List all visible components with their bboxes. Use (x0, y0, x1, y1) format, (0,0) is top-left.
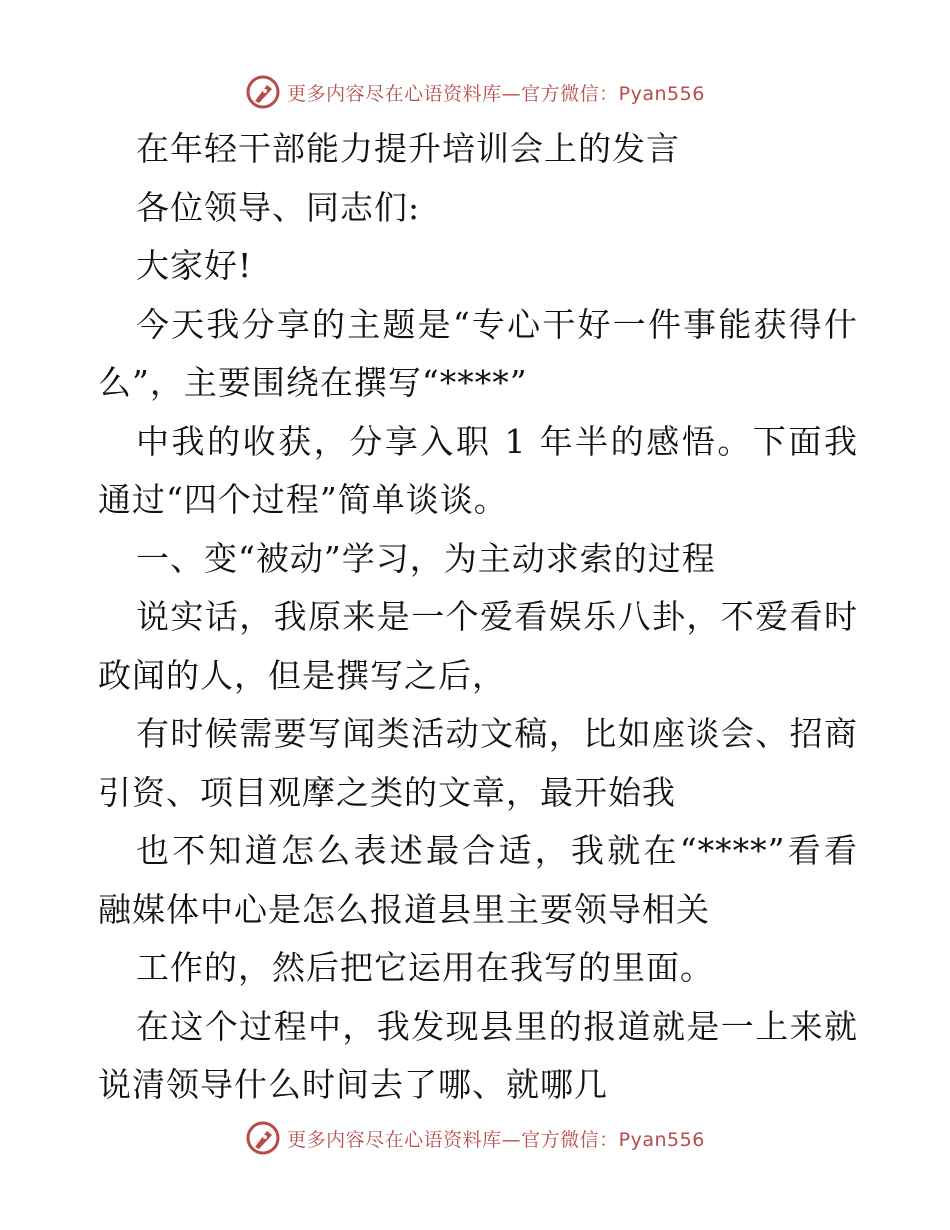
paragraph-line: 工作的，然后把它运用在我写的里面。 (136, 948, 714, 987)
footer-banner (0, 1118, 950, 1158)
paragraph-line: 中我的收获，分享入职 1 年半的感悟。下面我 (136, 421, 858, 461)
paragraph-line: 说实话，我原来是一个爱看娱乐八卦，不爱看时 (136, 597, 858, 636)
paragraph-line: 说清领导什么时间去了哪、就哪几 (98, 1065, 608, 1104)
footer-banner-text: 更多内容尽在心语资料库—官方微信：Pyan556 (287, 1128, 705, 1151)
paragraph-line: 有时候需要写闻类活动文稿，比如座谈会、招商 (136, 714, 858, 753)
header-banner-text: 更多内容尽在心语资料库—官方微信：Pyan556 (287, 82, 705, 105)
paragraph-line: 在这个过程中，我发现县里的报道就是一上来就 (136, 1006, 858, 1046)
paragraph-line: 引资、项目观摩之类的文章，最开始我 (98, 772, 676, 812)
paragraph-line: 也不知道怎么表述最合适，我就在“****”看看 (136, 831, 858, 870)
paragraph-line: 么”，主要围绕在撰写“****” (98, 363, 528, 402)
section-heading: 一、变“被动”学习，为主动求索的过程 (136, 538, 716, 578)
greeting: 大家好! (136, 246, 253, 285)
pen-nib-logo-icon (245, 1120, 281, 1156)
pen-nib-logo-icon (245, 74, 281, 110)
header-banner (0, 72, 950, 112)
paragraph-line: 今天我分享的主题是“专心干好一件事能获得什 (136, 304, 858, 344)
paragraph-line: 通过“四个过程”简单谈谈。 (98, 480, 508, 519)
paragraph-line: 政闻的人，但是撰写之后， (98, 655, 506, 695)
document-title: 在年轻干部能力提升培训会上的发言 (136, 129, 680, 168)
document-body (98, 120, 858, 1115)
salutation: 各位领导、同志们: (136, 187, 421, 227)
paragraph-line: 融媒体中心是怎么报道县里主要领导相关 (98, 889, 710, 929)
